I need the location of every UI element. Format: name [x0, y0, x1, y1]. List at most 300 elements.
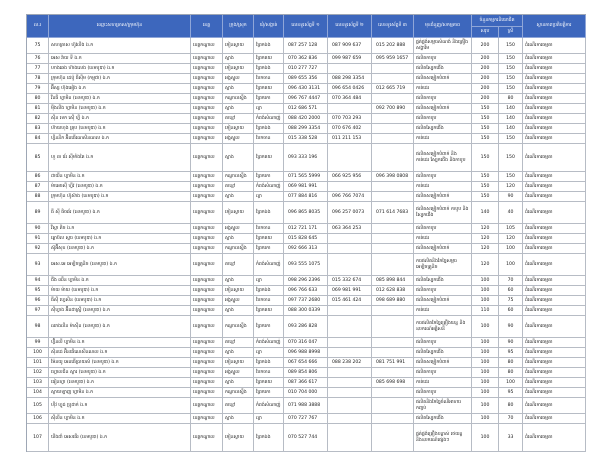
cell-female: 80: [499, 358, 523, 368]
cell-status: ដំណើរការធម្មតា: [523, 64, 586, 74]
cell-phone3: [372, 94, 414, 104]
cell-name: ឈាងលីន ម៉ាស៊ីន (ខេមបូឌា) ឯ.ក: [49, 316, 191, 338]
cell-district: កៀនស្វាយ: [223, 202, 254, 224]
cell-district: កណ្ដាលស្ទឹង: [223, 244, 254, 254]
cell-phone3: [372, 368, 414, 378]
header-phone1: លេខទូរស័ព្ទទី ១: [284, 15, 328, 38]
cell-phone1: 089 655 356: [284, 74, 328, 84]
cell-status: ដំណើរការធម្មតា: [523, 202, 586, 224]
cell-district: ស្អាង: [223, 192, 254, 202]
cell-province: ខេត្តកណ្ដាល: [191, 224, 223, 234]
cell-name: ធៀនហ្វា (ខេមបូឌា) ឯ.ក: [49, 378, 191, 388]
cell-phone3: [372, 224, 414, 234]
cell-female: 95: [499, 388, 523, 398]
cell-total: 150: [472, 114, 499, 124]
table-row: [27, 358, 586, 368]
cell-province: ខេត្តកណ្ដាល: [191, 358, 223, 368]
cell-activity: ការផលិតនិងកែច្នៃសម្ភារ អេឡិចត្រូនិច: [414, 254, 472, 276]
cell-phone1: 012 686 571: [284, 104, 328, 114]
cell-phone1: 096 988 8998: [284, 348, 328, 358]
cell-no: 79: [27, 84, 49, 94]
cell-female: 150: [499, 74, 523, 84]
cell-total: 100: [472, 316, 499, 338]
header-workers-group: ចំនួនកម្មករនិយោជិត: [472, 15, 523, 27]
cell-phone1: 087 366 617: [284, 378, 328, 388]
cell-district: ស្អាង: [223, 54, 254, 64]
cell-commune: ព្រែកឯង: [254, 424, 284, 452]
cell-phone3: 071 614 7683: [372, 202, 414, 224]
cell-district: ស្អាង: [223, 306, 254, 316]
cell-phone3: [372, 192, 414, 202]
table-row: [27, 388, 586, 398]
cell-status: ដំណើរការធម្មតា: [523, 398, 586, 414]
table-row: [27, 378, 586, 388]
cell-phone1: 088 299 3354: [284, 124, 328, 134]
cell-district: កៀនស្វាយ: [223, 124, 254, 134]
cell-province: ខេត្តកណ្ដាល: [191, 254, 223, 276]
table-row: [27, 74, 586, 84]
cell-phone1: 093 555 1075: [284, 254, 328, 276]
cell-activity: កាត់ដេរ: [414, 378, 472, 388]
table-row: [27, 64, 586, 74]
cell-total: 200: [472, 94, 499, 104]
cell-phone2: 088 238 202: [328, 358, 372, 368]
header-phone2: លេខទូរស័ព្ទទី ២: [328, 15, 372, 38]
cell-activity: កាត់ដេរ: [414, 182, 472, 192]
cell-status: ដំណើរការធម្មតា: [523, 74, 586, 84]
cell-total: 200: [472, 84, 499, 94]
cell-district: កៀនស្វាយ: [223, 286, 254, 296]
cell-phone2: [328, 398, 372, 414]
header-no: ល.រ: [27, 15, 49, 38]
cell-activity: ផលិតស្បែកជើង: [414, 64, 472, 74]
table-row: [27, 316, 586, 338]
cell-phone2: 066 925 956: [328, 172, 372, 182]
cell-female: 80: [499, 94, 523, 104]
cell-activity: កាត់ដេរ: [414, 306, 472, 316]
cell-name: ក្រុមហ៊ុន ហ៊ូស៊ាង (ខេមបូឌា) ឯ.ក: [49, 192, 191, 202]
cell-female: 75: [499, 296, 523, 306]
cell-phone2: [328, 316, 372, 338]
cell-phone3: 085 898 844: [372, 276, 414, 286]
cell-phone1: 089 854 806: [284, 368, 328, 378]
cell-province: ខេត្តកណ្ដាល: [191, 234, 223, 244]
cell-status: ដំណើរការធម្មតា: [523, 94, 586, 104]
cell-no: 100: [27, 348, 49, 358]
cell-district: កៀនស្វាយ: [223, 358, 254, 368]
cell-phone1: 070 527 744: [284, 424, 328, 452]
cell-name: ជីង ឈឺន ហ្គាមិន ឯ.ក: [49, 276, 191, 286]
cell-no: 95: [27, 286, 49, 296]
cell-province: ខេត្តកណ្ដាល: [191, 192, 223, 202]
cell-total: 100: [472, 414, 499, 424]
cell-phone1: 093 333 196: [284, 144, 328, 172]
table-row: [27, 84, 586, 94]
cell-commune: កំពង់សំណាញ់: [254, 254, 284, 276]
cell-total: 150: [472, 124, 499, 134]
cell-name: ហ្វីននីក អ៊ិនធើណេសិនណល ឯ.ក: [49, 134, 191, 144]
cell-name: ហ្គោលដិន ស្តារ (ខេមបូឌា) ឯ.ក: [49, 368, 191, 378]
cell-phone1: 088 420 2000: [284, 114, 328, 124]
cell-commune: ល្វា: [254, 414, 284, 424]
cell-phone2: 015 332 674: [328, 276, 372, 286]
cell-total: 150: [472, 144, 499, 172]
cell-no: 98: [27, 316, 49, 338]
cell-female: 120: [499, 182, 523, 192]
cell-province: ខេត្តកណ្ដាល: [191, 54, 223, 64]
cell-no: 92: [27, 244, 49, 254]
cell-phone2: [328, 182, 372, 192]
cell-name: ហ៊ាយហុង គ្រុប (ខេមបូឌា) ឯ.ក: [49, 124, 191, 134]
cell-no: 107: [27, 424, 49, 452]
cell-status: ដំណើរការធម្មតា: [523, 38, 586, 54]
cell-total: 100: [472, 368, 499, 378]
cell-name: គ្លោប៊ល ស្ទារ (ខេមបូឌា) ឯ.ក: [49, 234, 191, 244]
table-row: [27, 276, 586, 286]
table-row: [27, 192, 586, 202]
cell-province: ខេត្តកណ្ដាល: [191, 244, 223, 254]
table-row: [27, 296, 586, 306]
cell-phone1: 087 257 128: [284, 38, 328, 54]
cell-no: 80: [27, 94, 49, 104]
cell-activity: ផលិតស្បែកជើង: [414, 348, 472, 358]
cell-commune: បែកចាន: [254, 368, 284, 378]
cell-phone1: 093 286 828: [284, 316, 328, 338]
cell-status: ដំណើរការធម្មតា: [523, 134, 586, 144]
cell-province: ខេត្តកណ្ដាល: [191, 104, 223, 114]
cell-name: អេស វ៉ាយ ទី ឯ.ក: [49, 54, 191, 64]
cell-phone3: [372, 144, 414, 172]
cell-activity: ផ្គត់ផ្គង់សម្ភារសំណង់ និងគ្រឿងសង្ហារឹម: [414, 38, 472, 54]
cell-female: 150: [499, 144, 523, 172]
cell-province: ខេត្តកណ្ដាល: [191, 286, 223, 296]
cell-province: ខេត្តកណ្ដាល: [191, 124, 223, 134]
table-row: [27, 144, 586, 172]
cell-phone3: [372, 182, 414, 192]
table-row: [27, 234, 586, 244]
table-row: [27, 114, 586, 124]
cell-commune: ព្រែកគយ: [254, 54, 284, 64]
cell-activity: ផលិតស្បែកជើង: [414, 124, 472, 134]
cell-name: ហាងឆេង ហ៊ាងលេង (ខេមបូឌា) ឯ.ក: [49, 64, 191, 74]
cell-phone1: 071 565 5999: [284, 172, 328, 182]
cell-no: 105: [27, 398, 49, 414]
cell-province: ខេត្តកណ្ដាល: [191, 338, 223, 348]
cell-female: 100: [499, 254, 523, 276]
cell-no: 78: [27, 74, 49, 84]
cell-no: 77: [27, 64, 49, 74]
cell-activity: ផលិតកាបូប: [414, 224, 472, 234]
cell-phone2: [328, 244, 372, 254]
cell-name: សហគ្រាស ហ៊ូវលីង ឯ.ក: [49, 38, 191, 54]
cell-phone2: [328, 348, 372, 358]
cell-commune: ព្រែករកា: [254, 94, 284, 104]
cell-status: ដំណើរការធម្មតា: [523, 114, 586, 124]
cell-status: ដំណើរការធម្មតា: [523, 338, 586, 348]
cell-name: ឃីងដាំ អេសធើរ (ខេមបូឌា) ឯ.ក: [49, 424, 191, 452]
cell-female: 90: [499, 192, 523, 202]
cell-status: ដំណើរការធម្មតា: [523, 254, 586, 276]
cell-province: ខេត្តកណ្ដាល: [191, 94, 223, 104]
cell-district: ស្អាង: [223, 84, 254, 94]
cell-no: 84: [27, 134, 49, 144]
cell-female: 70: [499, 414, 523, 424]
cell-name: ហ៊ីវ ហ្វូដ ប្រូដាក់ ឯ.ក: [49, 398, 191, 414]
cell-phone2: [328, 64, 372, 74]
table-row: [27, 348, 586, 358]
cell-phone1: 070 316 047: [284, 338, 328, 348]
cell-total: 100: [472, 378, 499, 388]
cell-no: 93: [27, 254, 49, 276]
cell-district: តាខ្មៅ: [223, 338, 254, 348]
cell-district: ស្អាង: [223, 104, 254, 114]
cell-district: កណ្ដាលស្ទឹង: [223, 388, 254, 398]
cell-phone2: 070 364 484: [328, 94, 372, 104]
cell-total: 150: [472, 192, 499, 202]
cell-activity: ផលិតសម្លៀកបំពាក់: [414, 104, 472, 114]
cell-total: 200: [472, 38, 499, 54]
cell-activity: ផលិតកាបូប: [414, 172, 472, 182]
cell-total: 100: [472, 424, 499, 452]
cell-no: 91: [27, 234, 49, 244]
table-row: [27, 172, 586, 182]
cell-province: ខេត្តកណ្ដាល: [191, 414, 223, 424]
header-activity: មុខជំនួញ/សកម្មភាព: [414, 15, 472, 38]
cell-total: 100: [472, 276, 499, 286]
cell-phone1: 071 988 3888: [284, 398, 328, 414]
cell-name: ស៊ូអ៊ីសុខ (ខេមបូឌា) ឯ.ក: [49, 244, 191, 254]
table-row: [27, 94, 586, 104]
cell-district: កៀនស្វាយ: [223, 64, 254, 74]
cell-status: ដំណើរការធម្មតា: [523, 192, 586, 202]
cell-female: 100: [499, 378, 523, 388]
cell-commune: បែកចាន: [254, 74, 284, 84]
cell-commune: ព្រែកឯង: [254, 286, 284, 296]
cell-phone2: 063 364 253: [328, 224, 372, 234]
cell-phone3: 012 628 838: [372, 286, 414, 296]
cell-phone3: [372, 424, 414, 452]
cell-commune: ព្រែកគយ: [254, 378, 284, 388]
cell-province: ខេត្តកណ្ដាល: [191, 348, 223, 358]
table-row: [27, 368, 586, 378]
cell-no: 94: [27, 276, 49, 286]
cell-name: ស៊ីហ្វាង អ៊ីនដាស្ទ្រី (ខេមបូឌា) ឯ.ក: [49, 306, 191, 316]
cell-name: អ៊ីស្ស ហ៊ុងអៀង ឯ.ក: [49, 84, 191, 94]
cell-phone3: [372, 124, 414, 134]
cell-phone3: 092 700 890: [372, 104, 414, 114]
table-row: [27, 104, 586, 114]
header-province: ខេត្ត: [191, 15, 223, 38]
cell-no: 82: [27, 114, 49, 124]
cell-female: 150: [499, 172, 523, 182]
cell-phone1: 096 766 633: [284, 286, 328, 296]
cell-phone3: [372, 316, 414, 338]
cell-status: ដំណើរការធម្មតា: [523, 172, 586, 182]
cell-total: 110: [472, 306, 499, 316]
cell-district: កណ្ដាលស្ទឹង: [223, 94, 254, 104]
cell-activity: ផលិតកាបូប: [414, 114, 472, 124]
cell-phone3: [372, 134, 414, 144]
cell-province: ខេត្តកណ្ដាល: [191, 38, 223, 54]
cell-status: ដំណើរការធម្មតា: [523, 84, 586, 94]
cell-commune: ល្វា: [254, 348, 284, 358]
cell-name: ហ្វ៊ិនលី ហ្គាមិន ឯ.ក: [49, 338, 191, 348]
cell-phone2: [328, 414, 372, 424]
table-row: [27, 54, 586, 64]
table-row: [27, 244, 586, 254]
cell-female: 90: [499, 338, 523, 348]
cell-total: 100: [472, 296, 499, 306]
cell-commune: បែកចាន: [254, 224, 284, 234]
table-row: [27, 306, 586, 316]
cell-phone1: 097 737 2680: [284, 296, 328, 306]
cell-commune: ព្រែកគយ: [254, 306, 284, 316]
cell-district: តាខ្មៅ: [223, 254, 254, 276]
cell-total: 200: [472, 74, 499, 84]
cell-province: ខេត្តកណ្ដាល: [191, 182, 223, 192]
cell-phone3: 095 959 1657: [372, 54, 414, 64]
cell-no: 75: [27, 38, 49, 54]
table-body: [27, 38, 586, 452]
cell-name: វីស្តា តិច ឯ.ក: [49, 224, 191, 234]
header-total: សរុប: [472, 27, 499, 38]
cell-commune: ល្វា: [254, 104, 284, 114]
header-female: ស្រី: [499, 27, 523, 38]
cell-phone2: 015 461 424: [328, 296, 372, 306]
cell-phone2: [328, 338, 372, 348]
cell-phone3: 081 751 991: [372, 358, 414, 368]
cell-total: 150: [472, 182, 499, 192]
cell-activity: ផ្គត់ផ្គង់គ្រឿងបន្លាស់ រថយន្ត និងឧបករណ៍ផ្សេងៗ: [414, 424, 472, 452]
cell-female: 150: [499, 38, 523, 54]
cell-phone2: [328, 104, 372, 114]
cell-district: ស្អាង: [223, 414, 254, 424]
cell-province: ខេត្តកណ្ដាល: [191, 398, 223, 414]
cell-phone3: [372, 306, 414, 316]
cell-status: ដំណើរការធម្មតា: [523, 368, 586, 378]
cell-total: 100: [472, 388, 499, 398]
cell-province: ខេត្តកណ្ដាល: [191, 74, 223, 84]
cell-female: 140: [499, 124, 523, 134]
cell-phone1: 067 654 666: [284, 358, 328, 368]
cell-phone2: 099 987 659: [328, 54, 372, 64]
header-status: ស្ថានភាពប្រតិបត្តិការ: [523, 15, 586, 38]
cell-phone3: [372, 348, 414, 358]
cell-phone1: 069 981 991: [284, 182, 328, 192]
cell-total: 100: [472, 398, 499, 414]
cell-phone3: [372, 338, 414, 348]
cell-status: ដំណើរការធម្មតា: [523, 224, 586, 234]
cell-name: ហួ ធា ធ័រ ស៊ីមាំងតៃ ឯ.ក: [49, 144, 191, 172]
header-district: ក្រុង/ស្រុក: [223, 15, 254, 38]
cell-total: 150: [472, 134, 499, 144]
cell-status: ដំណើរការធម្មតា: [523, 306, 586, 316]
cell-name: វីនធី ហ្គាមិន (ខេមបូឌា) ឯ.ក: [49, 94, 191, 104]
table-row: [27, 124, 586, 134]
cell-no: 85: [27, 144, 49, 172]
cell-phone2: [328, 306, 372, 316]
cell-province: ខេត្តកណ្ដាល: [191, 306, 223, 316]
cell-commune: កំពង់សំណាញ់: [254, 182, 284, 192]
cell-status: ដំណើរការធម្មតា: [523, 104, 586, 114]
cell-phone1: 096 430 3131: [284, 84, 328, 94]
cell-commune: ព្រែកឯង: [254, 358, 284, 368]
cell-total: 100: [472, 286, 499, 296]
cell-total: 100: [472, 338, 499, 348]
cell-name: ស៊ីលីន ហ្គាមិន ឯ.ក: [49, 414, 191, 424]
table-row: [27, 414, 586, 424]
cell-phone2: 096 654 0426: [328, 84, 372, 94]
cell-commune: ព្រែកឯង: [254, 124, 284, 134]
cell-total: 150: [472, 104, 499, 114]
cell-district: ស្អាង: [223, 144, 254, 172]
cell-female: 150: [499, 54, 523, 64]
table-row: [27, 202, 586, 224]
cell-total: 200: [472, 64, 499, 74]
table-row: [27, 338, 586, 348]
cell-status: ដំណើរការធម្មតា: [523, 388, 586, 398]
cell-female: 70: [499, 276, 523, 286]
cell-female: 120: [499, 234, 523, 244]
cell-commune: ព្រែកគយ: [254, 84, 284, 94]
cell-commune: ល្វា: [254, 192, 284, 202]
cell-no: 81: [27, 104, 49, 114]
cell-name: ដាយីន ហ្គាមិន ឯ.ក: [49, 172, 191, 182]
cell-female: 140: [499, 104, 523, 114]
cell-name: ម៉ីងលីង ហ្គាមិន (ខេមបូឌា) ឯ.ក: [49, 104, 191, 114]
table-row: [27, 182, 586, 192]
cell-province: ខេត្តកណ្ដាល: [191, 134, 223, 144]
table-header: [27, 15, 586, 38]
cell-female: 80: [499, 368, 523, 378]
table-row: [27, 134, 586, 144]
cell-commune: ព្រែករកា: [254, 172, 284, 182]
cell-province: ខេត្តកណ្ដាល: [191, 276, 223, 286]
cell-name: អេស.អេ អេឡិចត្រូនិច (ខេមបូឌា) ឯ.ក: [49, 254, 191, 276]
cell-female: 40: [499, 202, 523, 224]
cell-status: ដំណើរការធម្មតា: [523, 378, 586, 388]
cell-district: អង្គស្នួល: [223, 368, 254, 378]
cell-phone2: [328, 424, 372, 452]
cell-district: អង្គស្នួល: [223, 74, 254, 84]
cell-total: 120: [472, 244, 499, 254]
cell-district: ស្អាង: [223, 276, 254, 286]
cell-phone3: 012 665 719: [372, 84, 414, 94]
table-row: [27, 286, 586, 296]
cell-phone2: 070 676 402: [328, 124, 372, 134]
cell-commune: ព្រែកឯង: [254, 64, 284, 74]
cell-phone3: [372, 398, 414, 414]
cell-phone2: 011 211 153: [328, 134, 372, 144]
cell-activity: ផលិតកាបូប: [414, 338, 472, 348]
cell-phone1: 096 865 8035: [284, 202, 328, 224]
cell-district: កណ្ដាលស្ទឹង: [223, 316, 254, 338]
cell-province: ខេត្តកណ្ដាល: [191, 388, 223, 398]
cell-status: ដំណើរការធម្មតា: [523, 414, 586, 424]
cell-activity: ផលិតកាបូប: [414, 286, 472, 296]
cell-status: ដំណើរការធម្មតា: [523, 54, 586, 64]
cell-female: 140: [499, 114, 523, 124]
cell-province: ខេត្តកណ្ដាល: [191, 368, 223, 378]
cell-phone2: 096 257 0073: [328, 202, 372, 224]
cell-total: 120: [472, 224, 499, 234]
cell-total: 100: [472, 358, 499, 368]
cell-commune: ព្រែករកា: [254, 316, 284, 338]
cell-total: 150: [472, 172, 499, 182]
cell-female: 80: [499, 398, 523, 414]
cell-status: ដំណើរការធម្មតា: [523, 144, 586, 172]
cell-status: ដំណើរការធម្មតា: [523, 234, 586, 244]
